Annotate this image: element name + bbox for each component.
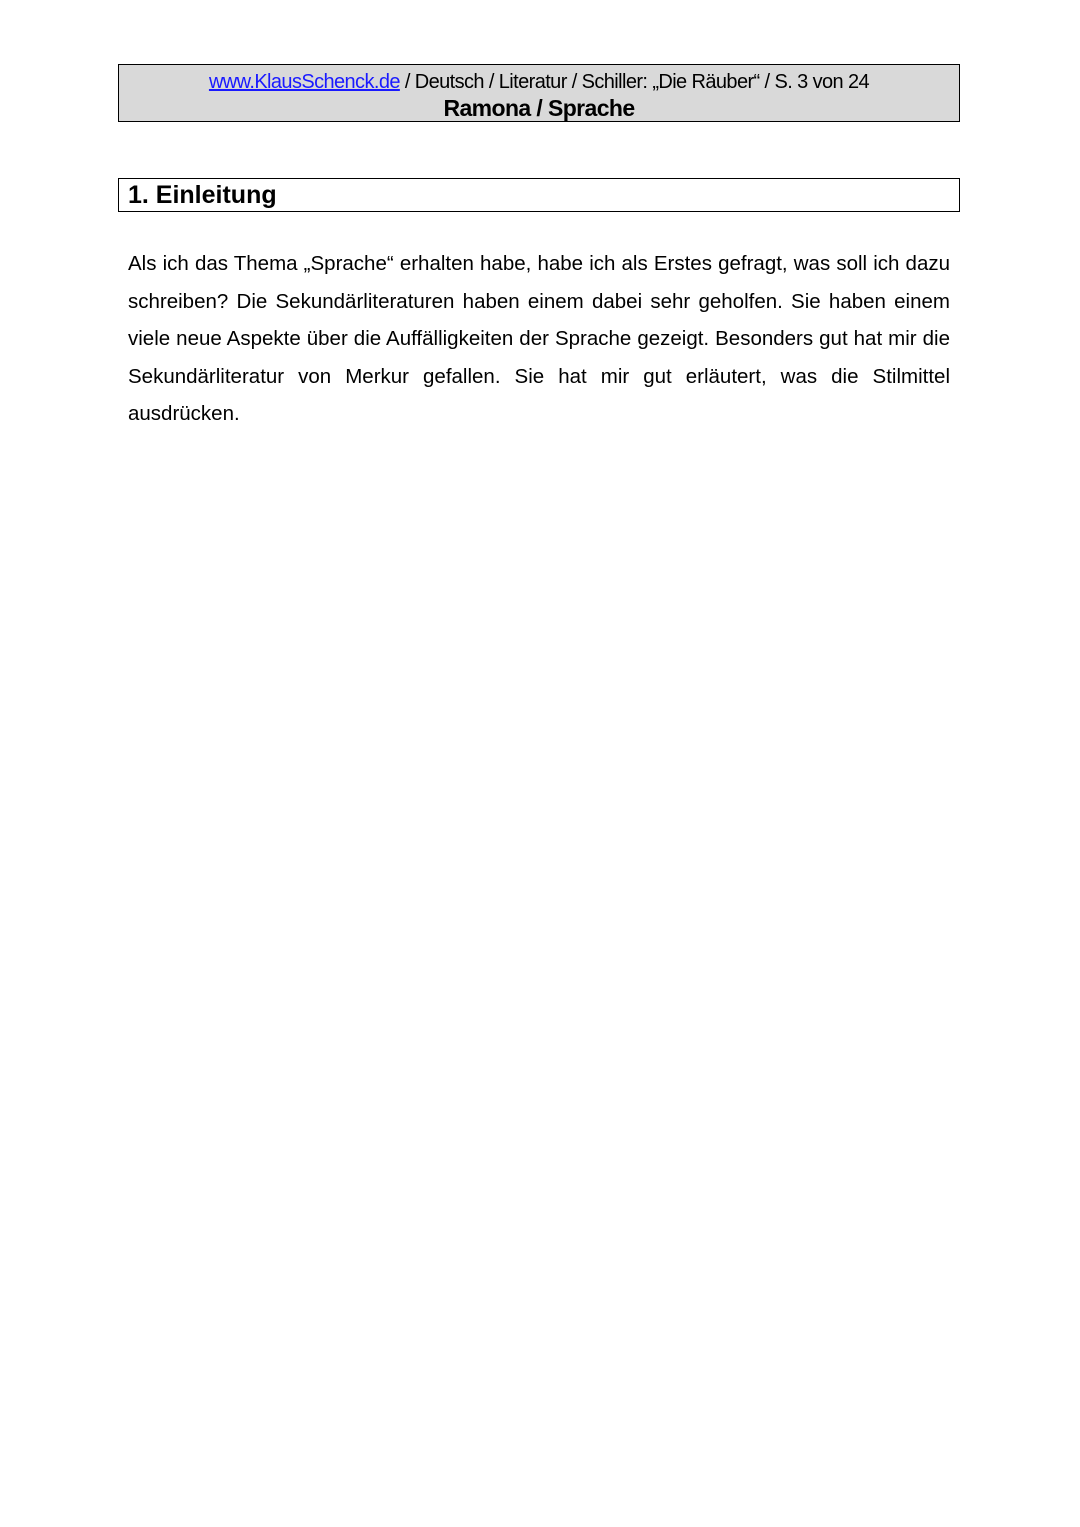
document-title: Ramona / Sprache [443, 95, 635, 121]
intro-paragraph: Als ich das Thema „Sprache“ erhalten habe, habe ich als Erstes gefragt, was soll ich dazu schreiben? Die Sekundärliteraturen haben einem dabei sehr geholfen. Sie haben einem viele neue Aspekte über die Auffälligkeiten der Sprache gezeigt. Besonders gut hat mir die Sekundärliteratur von Merkur gefallen. Sie hat mir gut erläutert, was die Stilmittel ausdrücken. [128, 252, 950, 426]
section-heading-box [118, 178, 960, 212]
header-breadcrumb-line [119, 70, 959, 94]
section-heading: 1. Einleitung [128, 181, 277, 209]
website-link[interactable]: www.KlausSchenck.de [208, 71, 400, 93]
page-header [118, 64, 960, 122]
header-breadcrumb: / Deutsch / Literatur / Schiller: „Die Räuber“ / S. 3 von 24 [399, 71, 870, 93]
